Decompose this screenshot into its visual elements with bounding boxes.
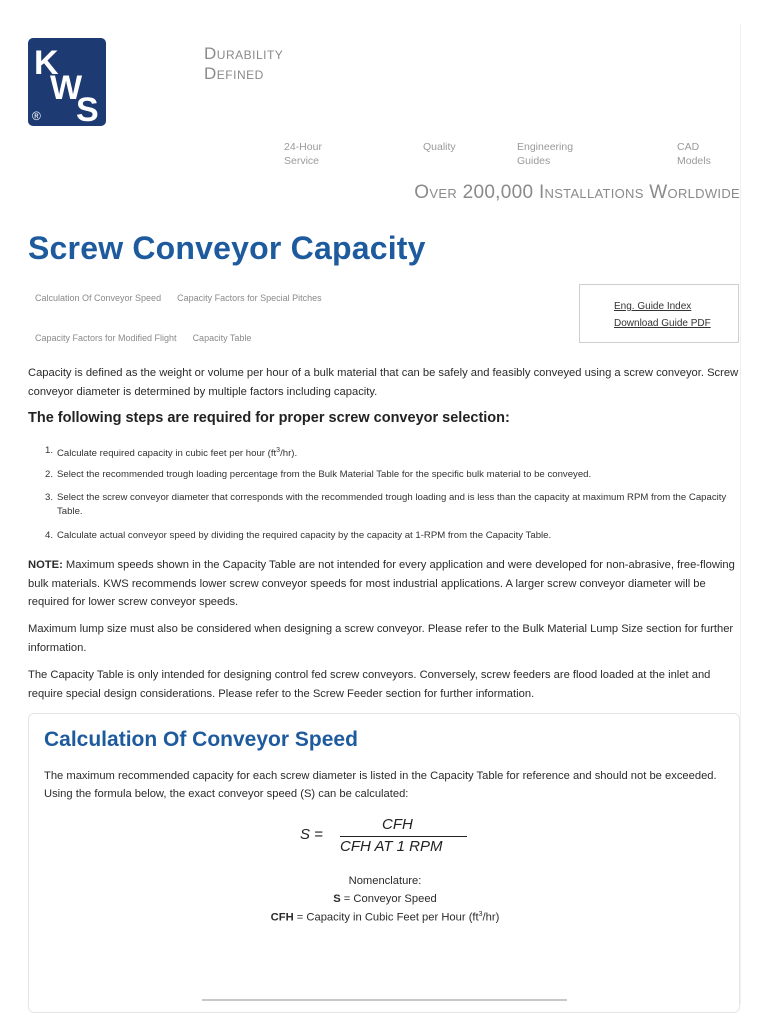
nav-label: 24-Hour	[284, 141, 322, 153]
formula-numerator: CFH	[382, 816, 413, 833]
intro-paragraph	[28, 364, 740, 401]
speed-formula	[300, 816, 480, 858]
step-number: 3.	[45, 492, 54, 503]
note-paragraph	[28, 556, 740, 612]
section-nav-row-2	[28, 333, 260, 343]
step-text	[57, 444, 739, 461]
logo-letter-k: K	[34, 44, 59, 82]
step-text: Select the screw conveyor diameter that corresponds with the recommended trough loading and is less than the capacity at maximum RPM from the Capacity Table.	[57, 492, 727, 517]
tagline	[204, 44, 283, 84]
step-superscript: 3	[276, 447, 281, 454]
step-number: 2.	[45, 469, 54, 480]
installations-banner: Over 200,000 Installations Worldwide	[414, 182, 740, 203]
s-definition: = Conveyor Speed	[340, 893, 437, 905]
nav-label: Guides	[517, 155, 551, 167]
note-body: Maximum speeds shown in the Capacity Table are not intended for every application and were developed for non-abrasive, free-flowing bulk materials. KWS recommends lower screw conveyor speeds for most industrial applications. A larger screw conveyor diameter will be required for lower screw conveyor speeds.	[28, 559, 735, 608]
cfh-definition-end: /hr)	[482, 911, 500, 924]
step-text: Calculate actual conveyor speed by dividing the required capacity by the capacity at 1-RPM from the Capacity Table.	[57, 530, 552, 541]
horizontal-scrollbar[interactable]	[202, 999, 567, 1001]
nomenclature-cfh	[200, 911, 570, 924]
cfh-superscript: 3	[478, 911, 483, 918]
calculation-text: The maximum recommended capacity for each screw diameter is listed in the Capacity Table for reference and should not be exceeded. Using the formula below, the exact conveyor speed (S) can be calculated:	[44, 770, 717, 800]
eng-guide-index-link[interactable]: Eng. Guide Index	[614, 301, 692, 312]
tagline-line-1: Durability	[204, 44, 284, 63]
nav-label: CAD	[677, 141, 700, 153]
subnav-modified-flight-link[interactable]: Capacity Factors for Modified Flight	[35, 333, 177, 343]
step-text-main: Calculate required capacity in cubic feet per hour (ft	[57, 448, 277, 460]
steps-heading: The following steps are required for proper screw conveyor selection:	[28, 410, 510, 426]
step-text-end: /hr).	[280, 448, 298, 460]
nomenclature-s	[200, 893, 570, 905]
download-guide-pdf-link[interactable]: Download Guide PDF	[614, 318, 711, 329]
subnav-special-pitches-link[interactable]: Capacity Factors for Special Pitches	[177, 293, 322, 303]
top-navigation	[0, 138, 768, 172]
logo-registered: ®	[32, 109, 41, 123]
nav-label: Quality	[423, 141, 456, 153]
cfh-definition: = Capacity in Cubic Feet per Hour (ft	[293, 911, 479, 924]
logo-letter-s: S	[76, 91, 99, 126]
nav-engineering-guides[interactable]	[517, 140, 573, 168]
subnav-calculation-link[interactable]: Calculation Of Conveyor Speed	[35, 293, 162, 303]
calculation-title: Calculation Of Conveyor Speed	[44, 728, 358, 751]
s-symbol: S	[333, 893, 341, 905]
step-number: 1.	[45, 445, 54, 456]
page-title: Screw Conveyor Capacity	[28, 230, 426, 266]
nav-24-hour-service[interactable]	[284, 140, 322, 168]
nav-cad-models[interactable]	[677, 140, 711, 168]
nav-label: Models	[677, 155, 711, 167]
capacity-table-text: The Capacity Table is only intended for designing control fed screw conveyors. Conversely, screw feeders are flood loaded at the inlet and require special design considerations. Please refer to the Screw Feeder section for further information.	[28, 669, 711, 700]
intro-text: Capacity is defined as the weight or volume per hour of a bulk material that can be safely and feasibly conveyed using a screw conveyor. Screw conveyor diameter is determined by multiple factors including capacity.	[28, 367, 739, 398]
formula-lhs: S =	[300, 826, 323, 843]
guide-links-box	[579, 284, 739, 343]
note-label: NOTE:	[28, 559, 63, 571]
step-text: Select the recommended trough loading percentage from the Bulk Material Table for the specific bulk material to be conveyed.	[57, 469, 592, 480]
nav-quality[interactable]	[423, 140, 456, 154]
capacity-table-paragraph	[28, 666, 740, 703]
lump-size-text: Maximum lump size must also be considered when designing a screw conveyor. Please refer to the Bulk Material Lump Size section for further information.	[28, 623, 734, 654]
formula-denominator: CFH AT 1 RPM	[340, 838, 443, 855]
lump-size-paragraph	[28, 620, 740, 657]
kws-logo[interactable]	[28, 38, 106, 126]
logo-letter-w: W	[50, 69, 83, 107]
formula-fraction-bar	[340, 836, 467, 837]
nomenclature-label: Nomenclature:	[348, 875, 422, 887]
section-nav-row-1	[28, 293, 331, 303]
calculation-card	[28, 713, 740, 1013]
cfh-symbol: CFH	[270, 911, 294, 924]
step-number: 4.	[45, 530, 54, 541]
tagline-line-2: Defined	[204, 64, 264, 83]
subnav-capacity-table-link[interactable]: Capacity Table	[192, 333, 252, 343]
nav-label: Engineering	[517, 141, 574, 153]
note-text	[28, 556, 740, 612]
nav-label: Service	[284, 155, 320, 167]
